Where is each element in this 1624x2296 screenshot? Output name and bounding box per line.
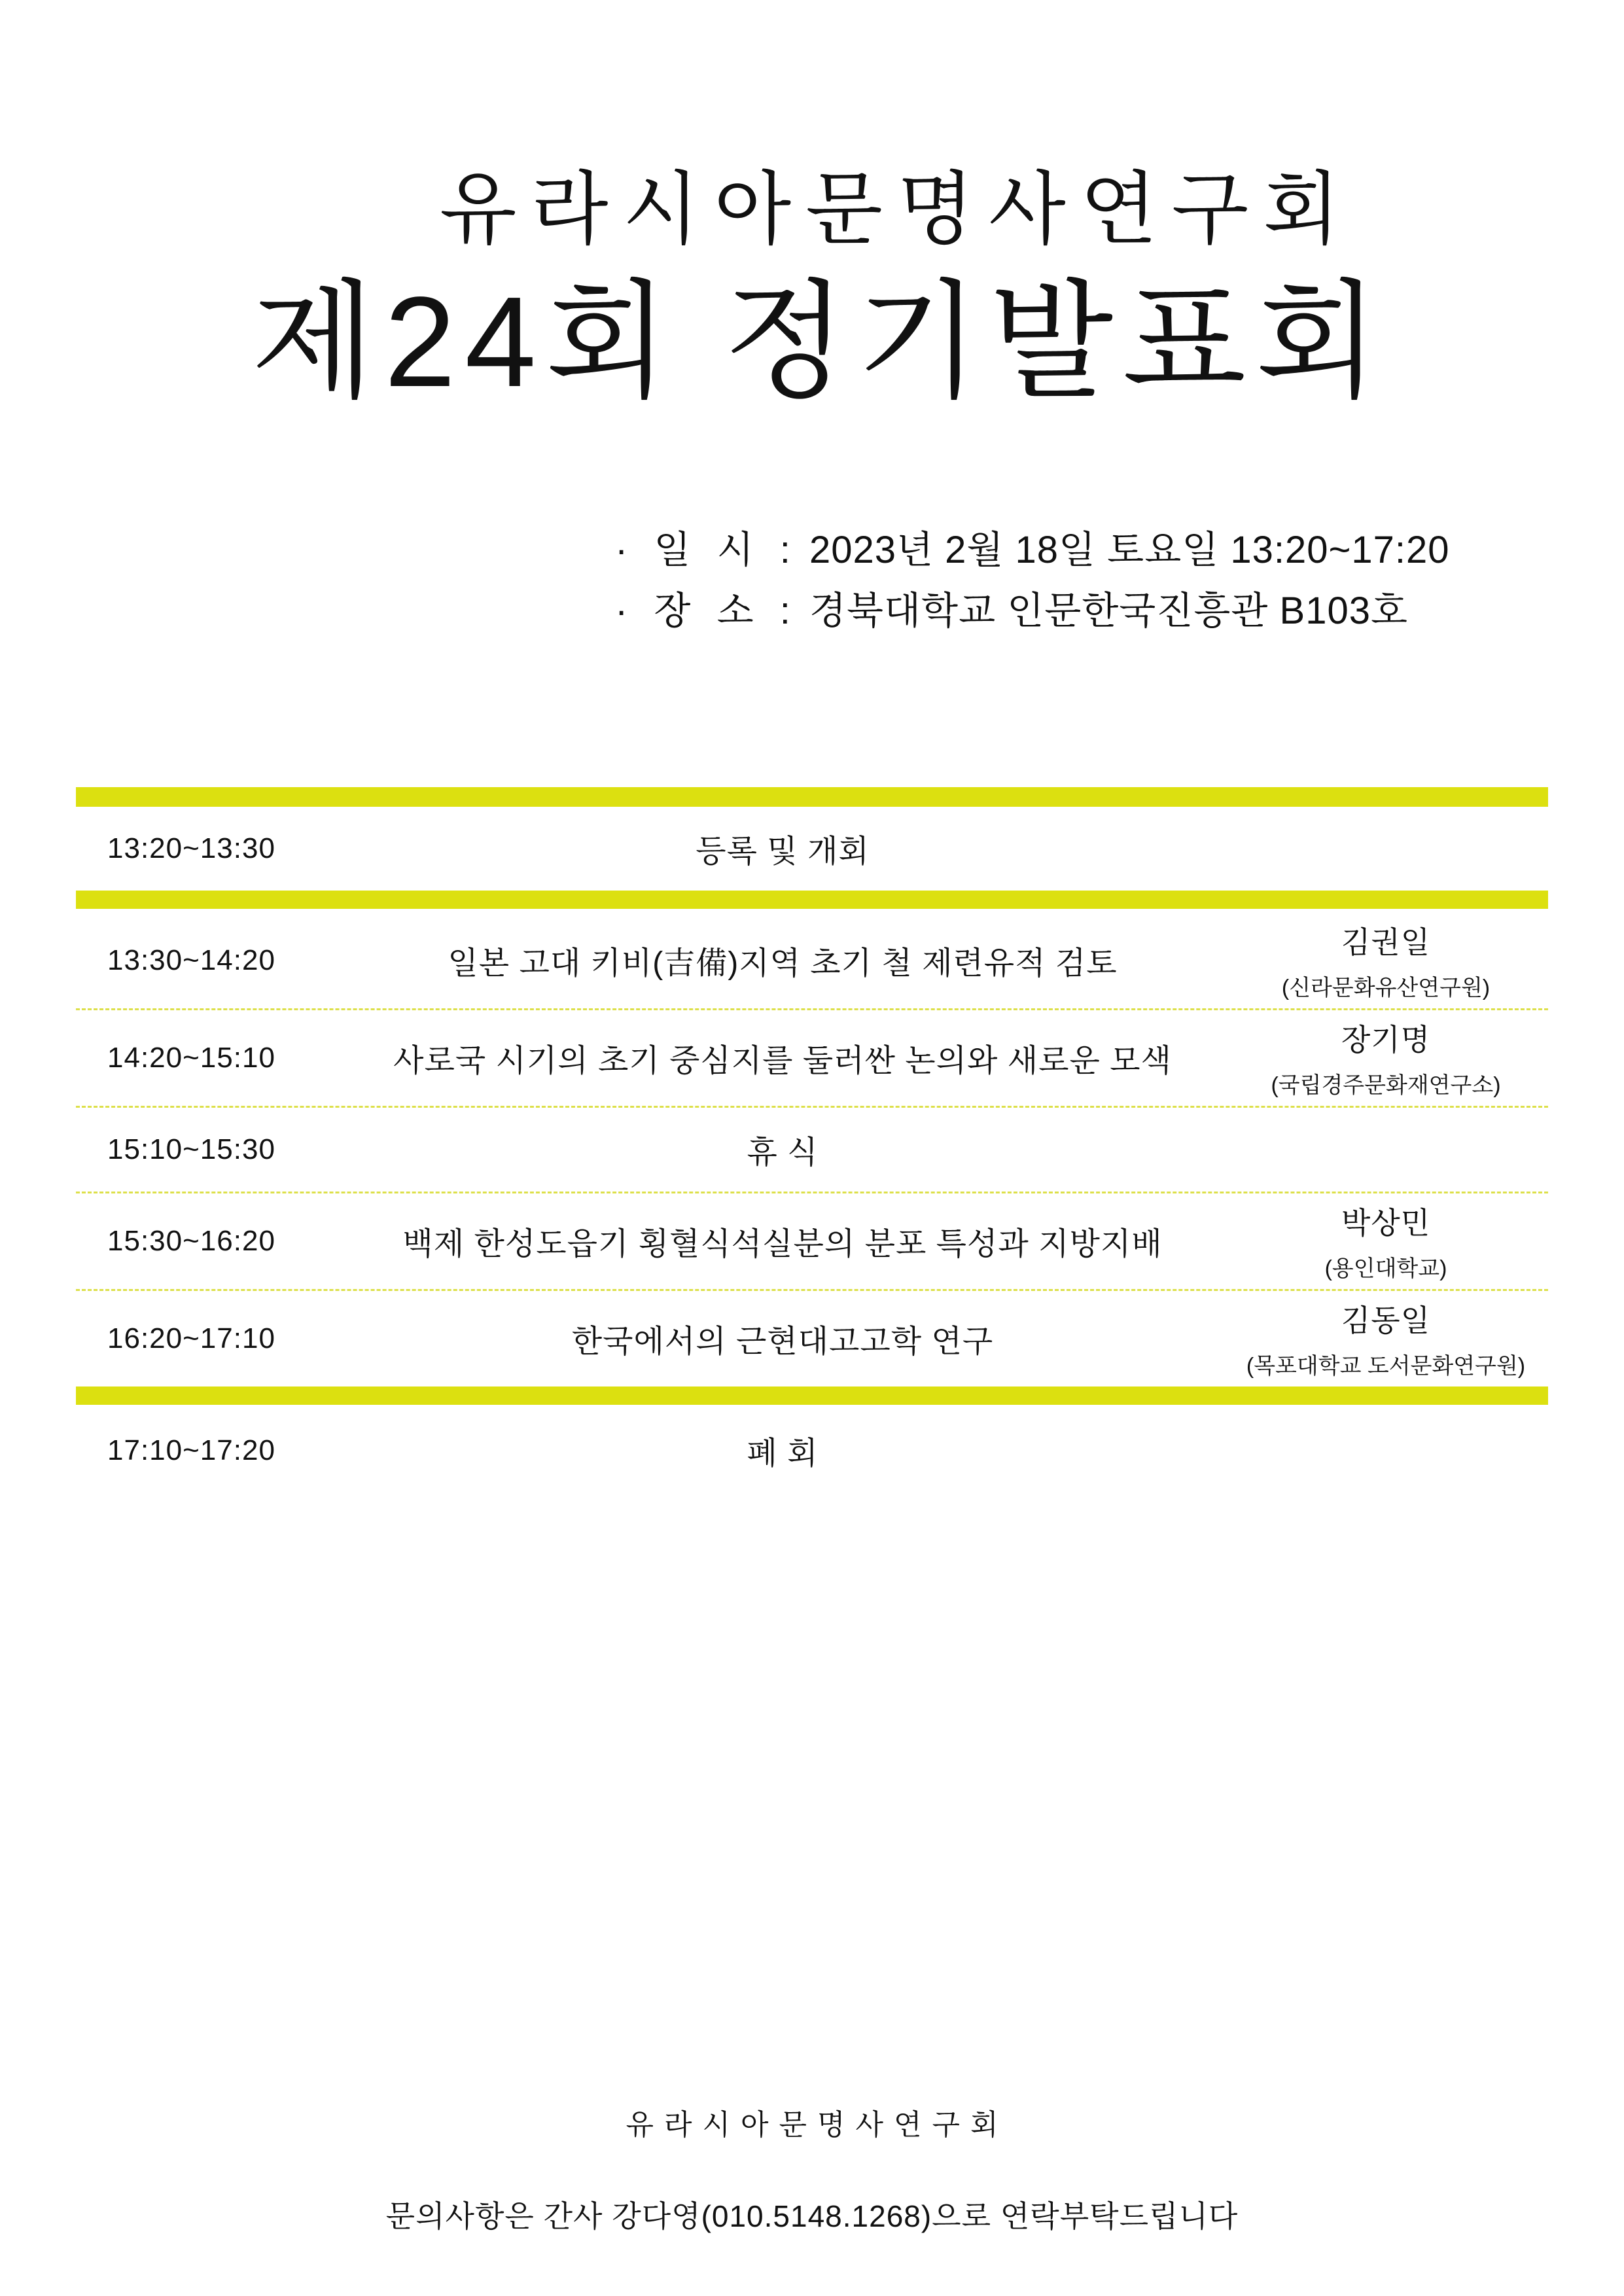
event-date-line	[615, 520, 1624, 581]
speaker-name: 장기명	[1341, 1023, 1431, 1057]
speaker-name: 김동일	[1341, 1303, 1431, 1338]
speaker-affiliation: (국립경주문화재연구소)	[1271, 1073, 1501, 1099]
page-title-main: 제24회 정기발표회	[251, 270, 1388, 414]
row-time: 13:30~14:20	[107, 944, 275, 976]
row-speaker	[1227, 1297, 1548, 1380]
row-speaker	[1227, 1016, 1548, 1099]
event-place-line	[615, 581, 1624, 642]
row-speaker	[1227, 1199, 1548, 1282]
event-info	[0, 520, 1624, 642]
event-date-label: · 일 시 :	[615, 529, 798, 572]
table-row	[76, 1010, 1548, 1106]
speaker-affiliation: (신라문화유산연구원)	[1281, 976, 1491, 1001]
speaker-name: 박상민	[1341, 1206, 1431, 1241]
row-time: 14:20~15:10	[107, 1041, 275, 1074]
program-third-bar	[76, 1386, 1548, 1405]
row-time: 13:20~13:30	[107, 832, 275, 864]
program-second-bar	[76, 891, 1548, 909]
row-time: 15:10~15:30	[107, 1133, 275, 1165]
row-time: 15:30~16:20	[107, 1224, 275, 1257]
event-place-value: 경북대학교 인문한국진흥관 B103호	[809, 590, 1409, 633]
speaker-affiliation: (목포대학교 도서문화연구원)	[1246, 1354, 1526, 1379]
speaker-affiliation: (용인대학교)	[1324, 1256, 1447, 1282]
footer-organization: 유라시아문명사연구회	[626, 2109, 1009, 2141]
footer	[0, 2101, 1624, 2236]
row-speaker	[1227, 919, 1548, 1002]
row-subject: 일본 고대 키비(吉備)지역 초기 철 제련유적 검토	[448, 946, 1118, 981]
table-row	[76, 913, 1548, 1008]
program-top-bar	[76, 787, 1548, 807]
table-row	[76, 1291, 1548, 1386]
program-table	[76, 787, 1548, 1492]
row-subject: 폐 회	[747, 1436, 819, 1472]
footer-contact: 문의사항은 간사 강다영(010.5148.1268)으로 연락부탁드립니다	[385, 2199, 1239, 2233]
row-subject: 백제 한성도읍기 횡혈식석실분의 분포 특성과 지방지배	[402, 1227, 1163, 1262]
title-block	[0, 0, 1624, 422]
row-time: 17:10~17:20	[107, 1434, 275, 1466]
row-time: 16:20~17:10	[107, 1322, 275, 1354]
table-row	[76, 1409, 1548, 1492]
table-row	[76, 1108, 1548, 1192]
row-subject: 사로국 시기의 초기 중심지를 둘러싼 논의와 새로운 모색	[393, 1044, 1172, 1079]
table-row	[76, 807, 1548, 891]
row-subject: 한국에서의 근현대고고학 연구	[571, 1324, 994, 1360]
row-subject: 등록 및 개회	[696, 834, 870, 870]
event-place-label: · 장 소 :	[615, 590, 798, 633]
event-date-value: 2023년 2월 18일 토요일 13:20~17:20	[809, 529, 1450, 572]
table-row	[76, 1193, 1548, 1289]
page-title-society: 유라시아문명사연구회	[439, 165, 1355, 254]
row-subject: 휴 식	[747, 1135, 819, 1171]
speaker-name: 김권일	[1341, 925, 1431, 960]
